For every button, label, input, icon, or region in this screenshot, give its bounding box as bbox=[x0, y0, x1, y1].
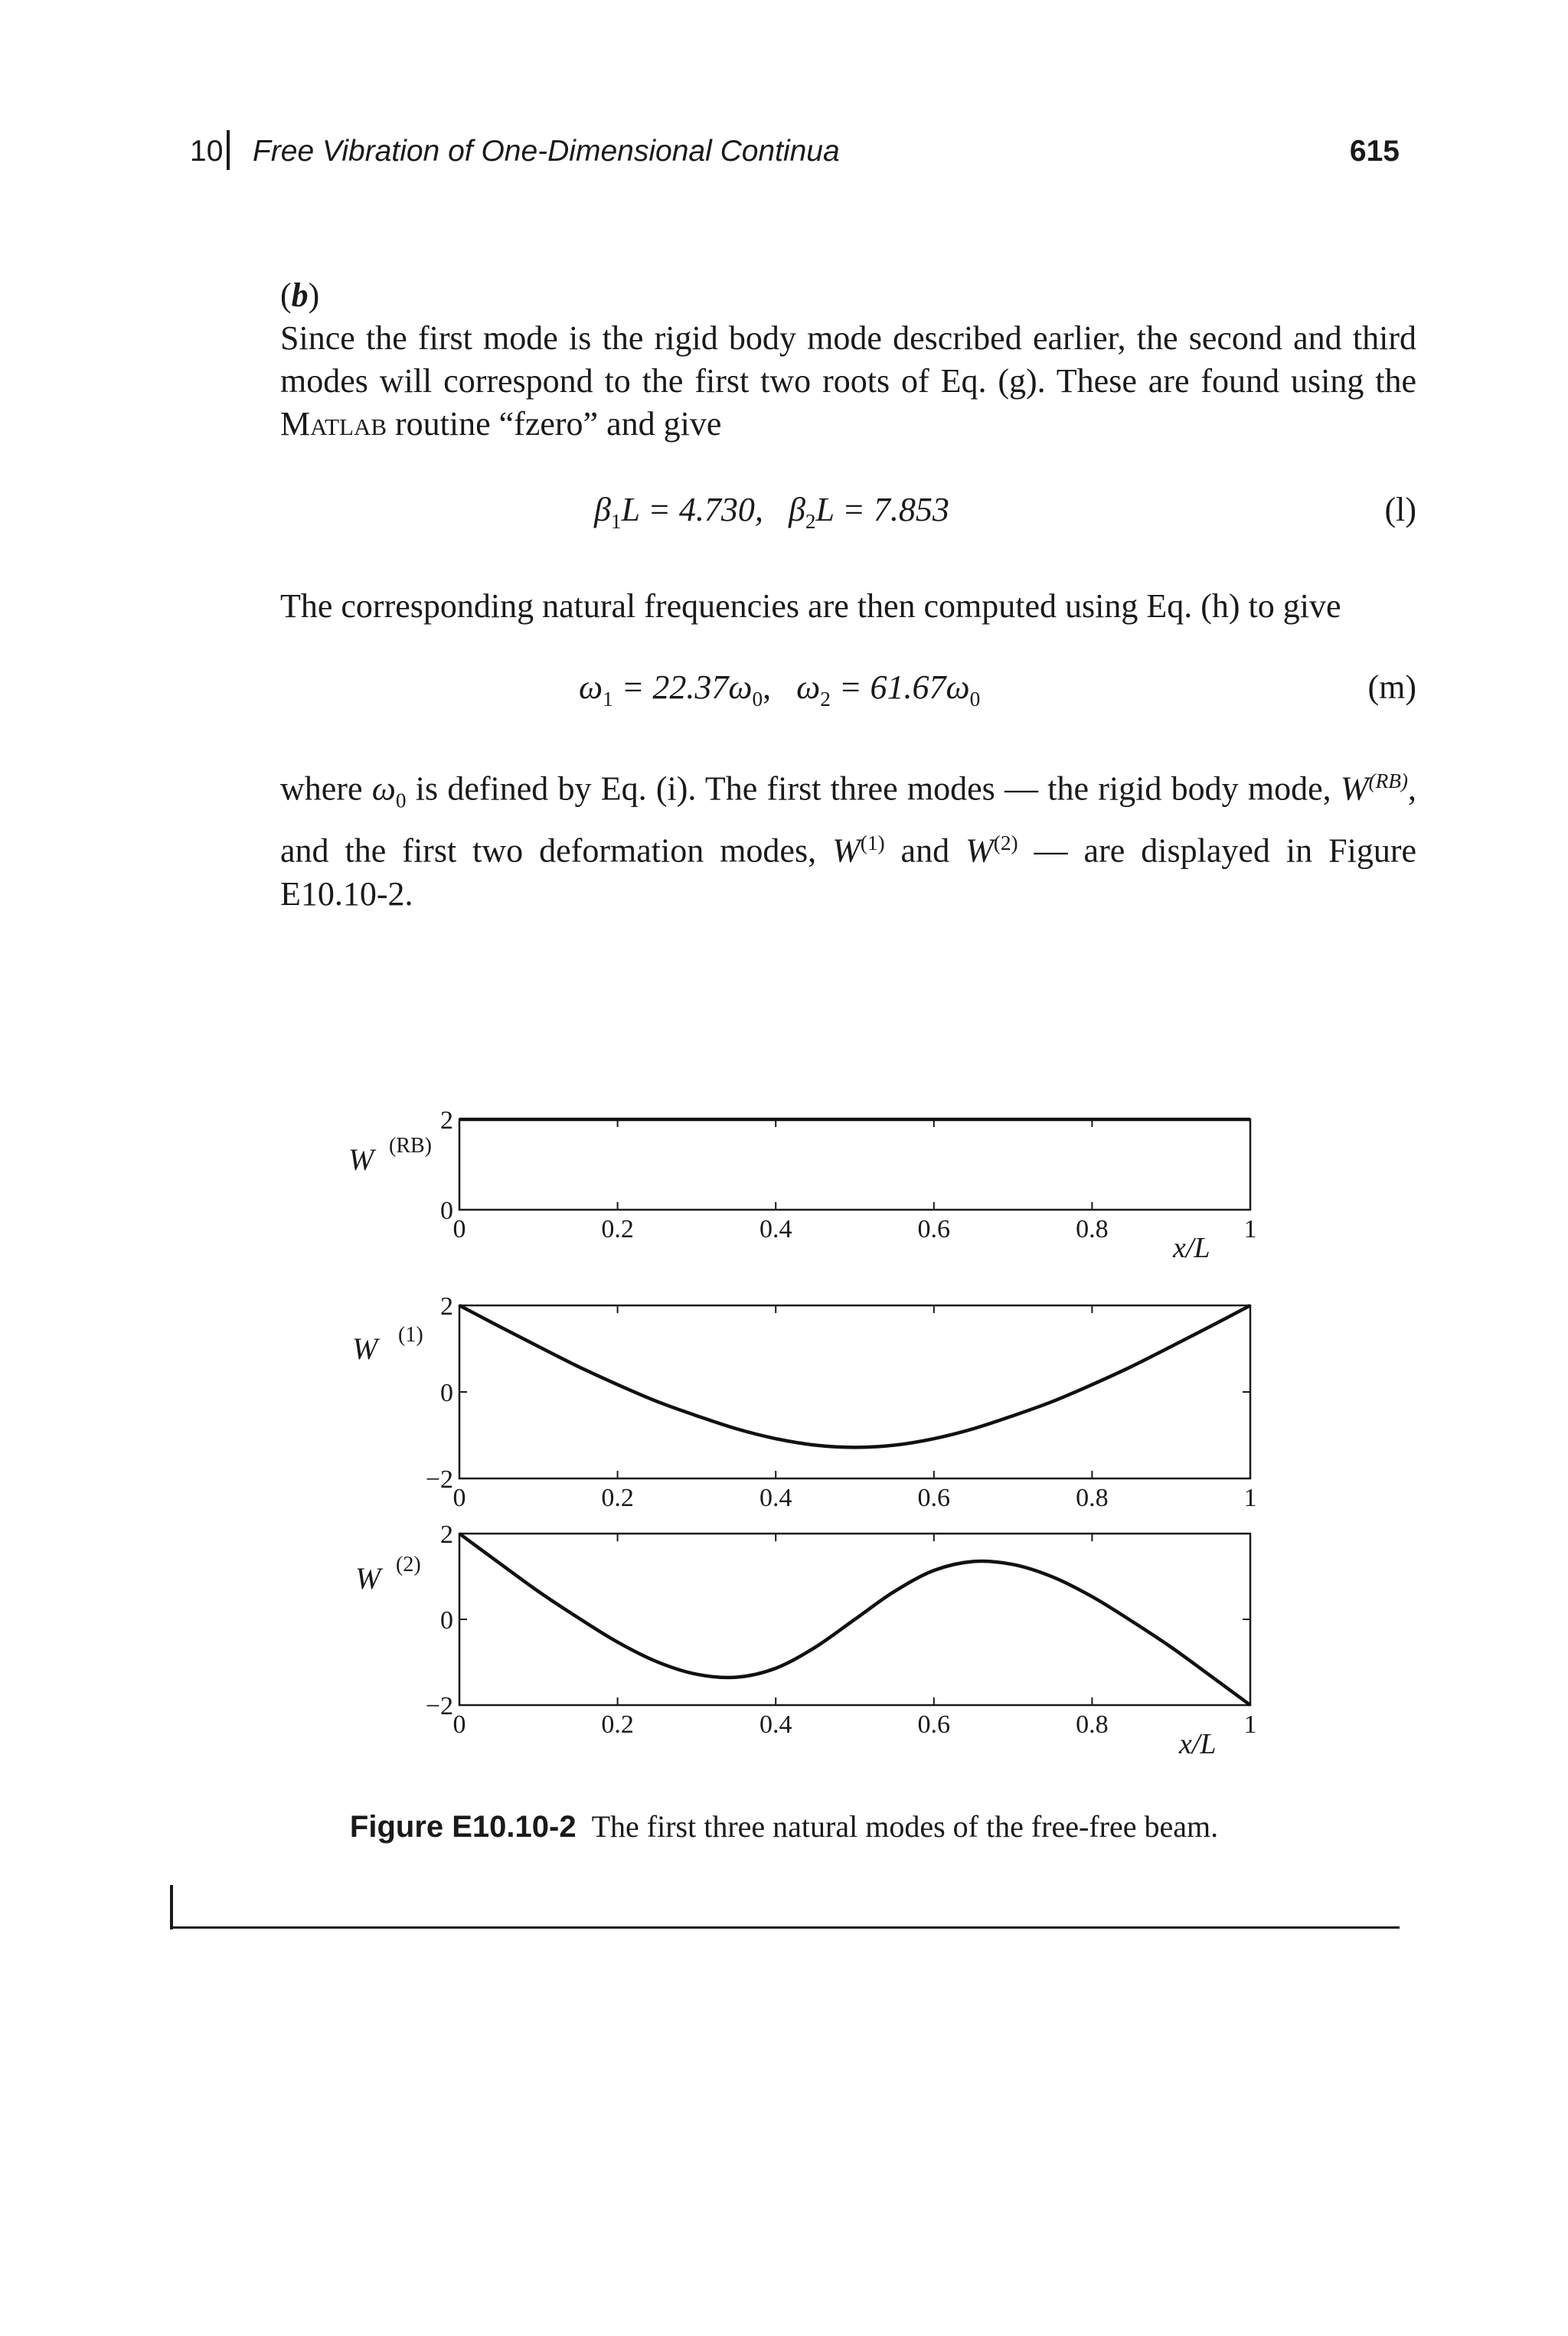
plot-3-x-tick-label: 0 bbox=[452, 1710, 466, 1739]
plot-2-x-tick-label: 0.8 bbox=[1076, 1484, 1109, 1512]
plot-3-ylabel-superscript: (2) bbox=[396, 1553, 421, 1576]
plot-1-x-tick-label: 0.8 bbox=[1076, 1215, 1109, 1243]
plot-1-x-tick-label: 0.4 bbox=[759, 1215, 792, 1243]
software-name: Matlab bbox=[280, 405, 387, 443]
plot-1-ylabel: W bbox=[348, 1142, 374, 1177]
plot-3-y-tick-label: −2 bbox=[425, 1692, 453, 1720]
plot-3-ylabel: W bbox=[355, 1561, 381, 1596]
plot-3-series-line bbox=[459, 1534, 1250, 1705]
header-divider bbox=[227, 130, 230, 170]
equation-m-body: $\omega_1 = 22.37\omega_0$, $\omega_2 = 61.67\omega_0$ bbox=[579, 668, 981, 711]
plot-2-series-line bbox=[459, 1305, 1250, 1447]
paragraph-intro bbox=[280, 317, 1416, 446]
page-bottom-rule bbox=[170, 1926, 1400, 1929]
plot-2-y-tick-label: 0 bbox=[440, 1379, 453, 1407]
equation-l-body: $\beta_1L = 4.730$, $\beta_2L = 7.853$ bbox=[594, 491, 949, 533]
plot-1-x-tick-label: 0 bbox=[452, 1215, 466, 1243]
plot-3-x-tick-label: 1 bbox=[1243, 1710, 1257, 1739]
plot-3-y-tick-label: 0 bbox=[440, 1606, 453, 1635]
equation-m-label: (m) bbox=[1367, 668, 1416, 706]
plot-1-y-tick-label: 0 bbox=[440, 1197, 453, 1225]
plot-2-ylabel-superscript: (1) bbox=[398, 1323, 423, 1347]
chapter-number: 10 bbox=[190, 135, 224, 168]
plot-2-x-tick-label: 0 bbox=[452, 1484, 466, 1512]
plot-3-x-tick-label: 0.8 bbox=[1076, 1710, 1109, 1739]
paragraph-intro-text-a: Since the first mode is the rigid body mode described earlier, the second and third modes will correspond to the first two roots of Eq. (g). These are found using the bbox=[280, 319, 1416, 400]
plot-2-y-tick-label: 2 bbox=[440, 1292, 453, 1321]
running-head bbox=[190, 135, 1400, 181]
plot-3-x-tick-label: 0.4 bbox=[759, 1710, 792, 1739]
equation-m bbox=[280, 668, 1416, 714]
plot-2-x-tick-label: 0.2 bbox=[601, 1484, 634, 1512]
plot-2-x-tick-label: 1 bbox=[1243, 1484, 1257, 1512]
plot-1-x-tick-label: 0.2 bbox=[601, 1215, 634, 1243]
figure-caption-label: Figure E10.10-2 bbox=[349, 1810, 577, 1844]
paragraph-intro-text-b: routine “fzero” and give bbox=[387, 405, 722, 443]
plot-2-x-tick-label: 0.4 bbox=[759, 1484, 792, 1512]
plot-1-frame bbox=[459, 1119, 1250, 1210]
paragraph-frequencies: The corresponding natural frequencies are then computed using Eq. (h) to give bbox=[280, 587, 1341, 625]
plot-3-x-tick-label: 0.2 bbox=[601, 1710, 634, 1739]
section-label-letter: b bbox=[291, 276, 309, 314]
plot-1-ylabel-superscript: (RB) bbox=[389, 1134, 432, 1158]
equation-l bbox=[280, 490, 1416, 536]
plot-3-xlabel: x/L bbox=[1179, 1728, 1217, 1760]
figure-caption-text: The first three natural modes of the free-free beam. bbox=[591, 1809, 1219, 1844]
plot-1-x-tick-label: 1 bbox=[1243, 1215, 1257, 1243]
plot-2-frame bbox=[459, 1305, 1250, 1478]
plot-2-ylabel: W bbox=[352, 1331, 378, 1366]
plot-1-y-tick-label: 2 bbox=[440, 1106, 453, 1135]
plot-3-y-tick-label: 2 bbox=[440, 1521, 453, 1549]
plot-1-xlabel: x/L bbox=[1173, 1232, 1210, 1264]
plot-2-y-tick-label: −2 bbox=[425, 1465, 453, 1494]
equation-l-label: (l) bbox=[1384, 491, 1416, 528]
section-label: (b) bbox=[280, 276, 320, 314]
plot-2-x-tick-label: 0.6 bbox=[917, 1484, 951, 1512]
page-number: 615 bbox=[1349, 135, 1400, 168]
figure-caption bbox=[0, 1808, 1568, 1844]
paragraph-modes: where $\omega_0$ is defined by Eq. (i). The first three modes — the rigid body mode, $W^{(RB)}$, and the first two deformation modes, $W^{(1)}$ and $W^{(2)}$ — are displayed in Figure E10.10-2. bbox=[280, 769, 1417, 913]
chapter-title: Free Vibration of One-Dimensional Continua bbox=[253, 135, 840, 168]
mode-shape-figure bbox=[0, 1072, 1568, 1792]
plot-1-x-tick-label: 0.6 bbox=[917, 1215, 951, 1243]
plot-3-x-tick-label: 0.6 bbox=[917, 1710, 951, 1739]
page-corner-vertical-rule bbox=[170, 1885, 173, 1929]
